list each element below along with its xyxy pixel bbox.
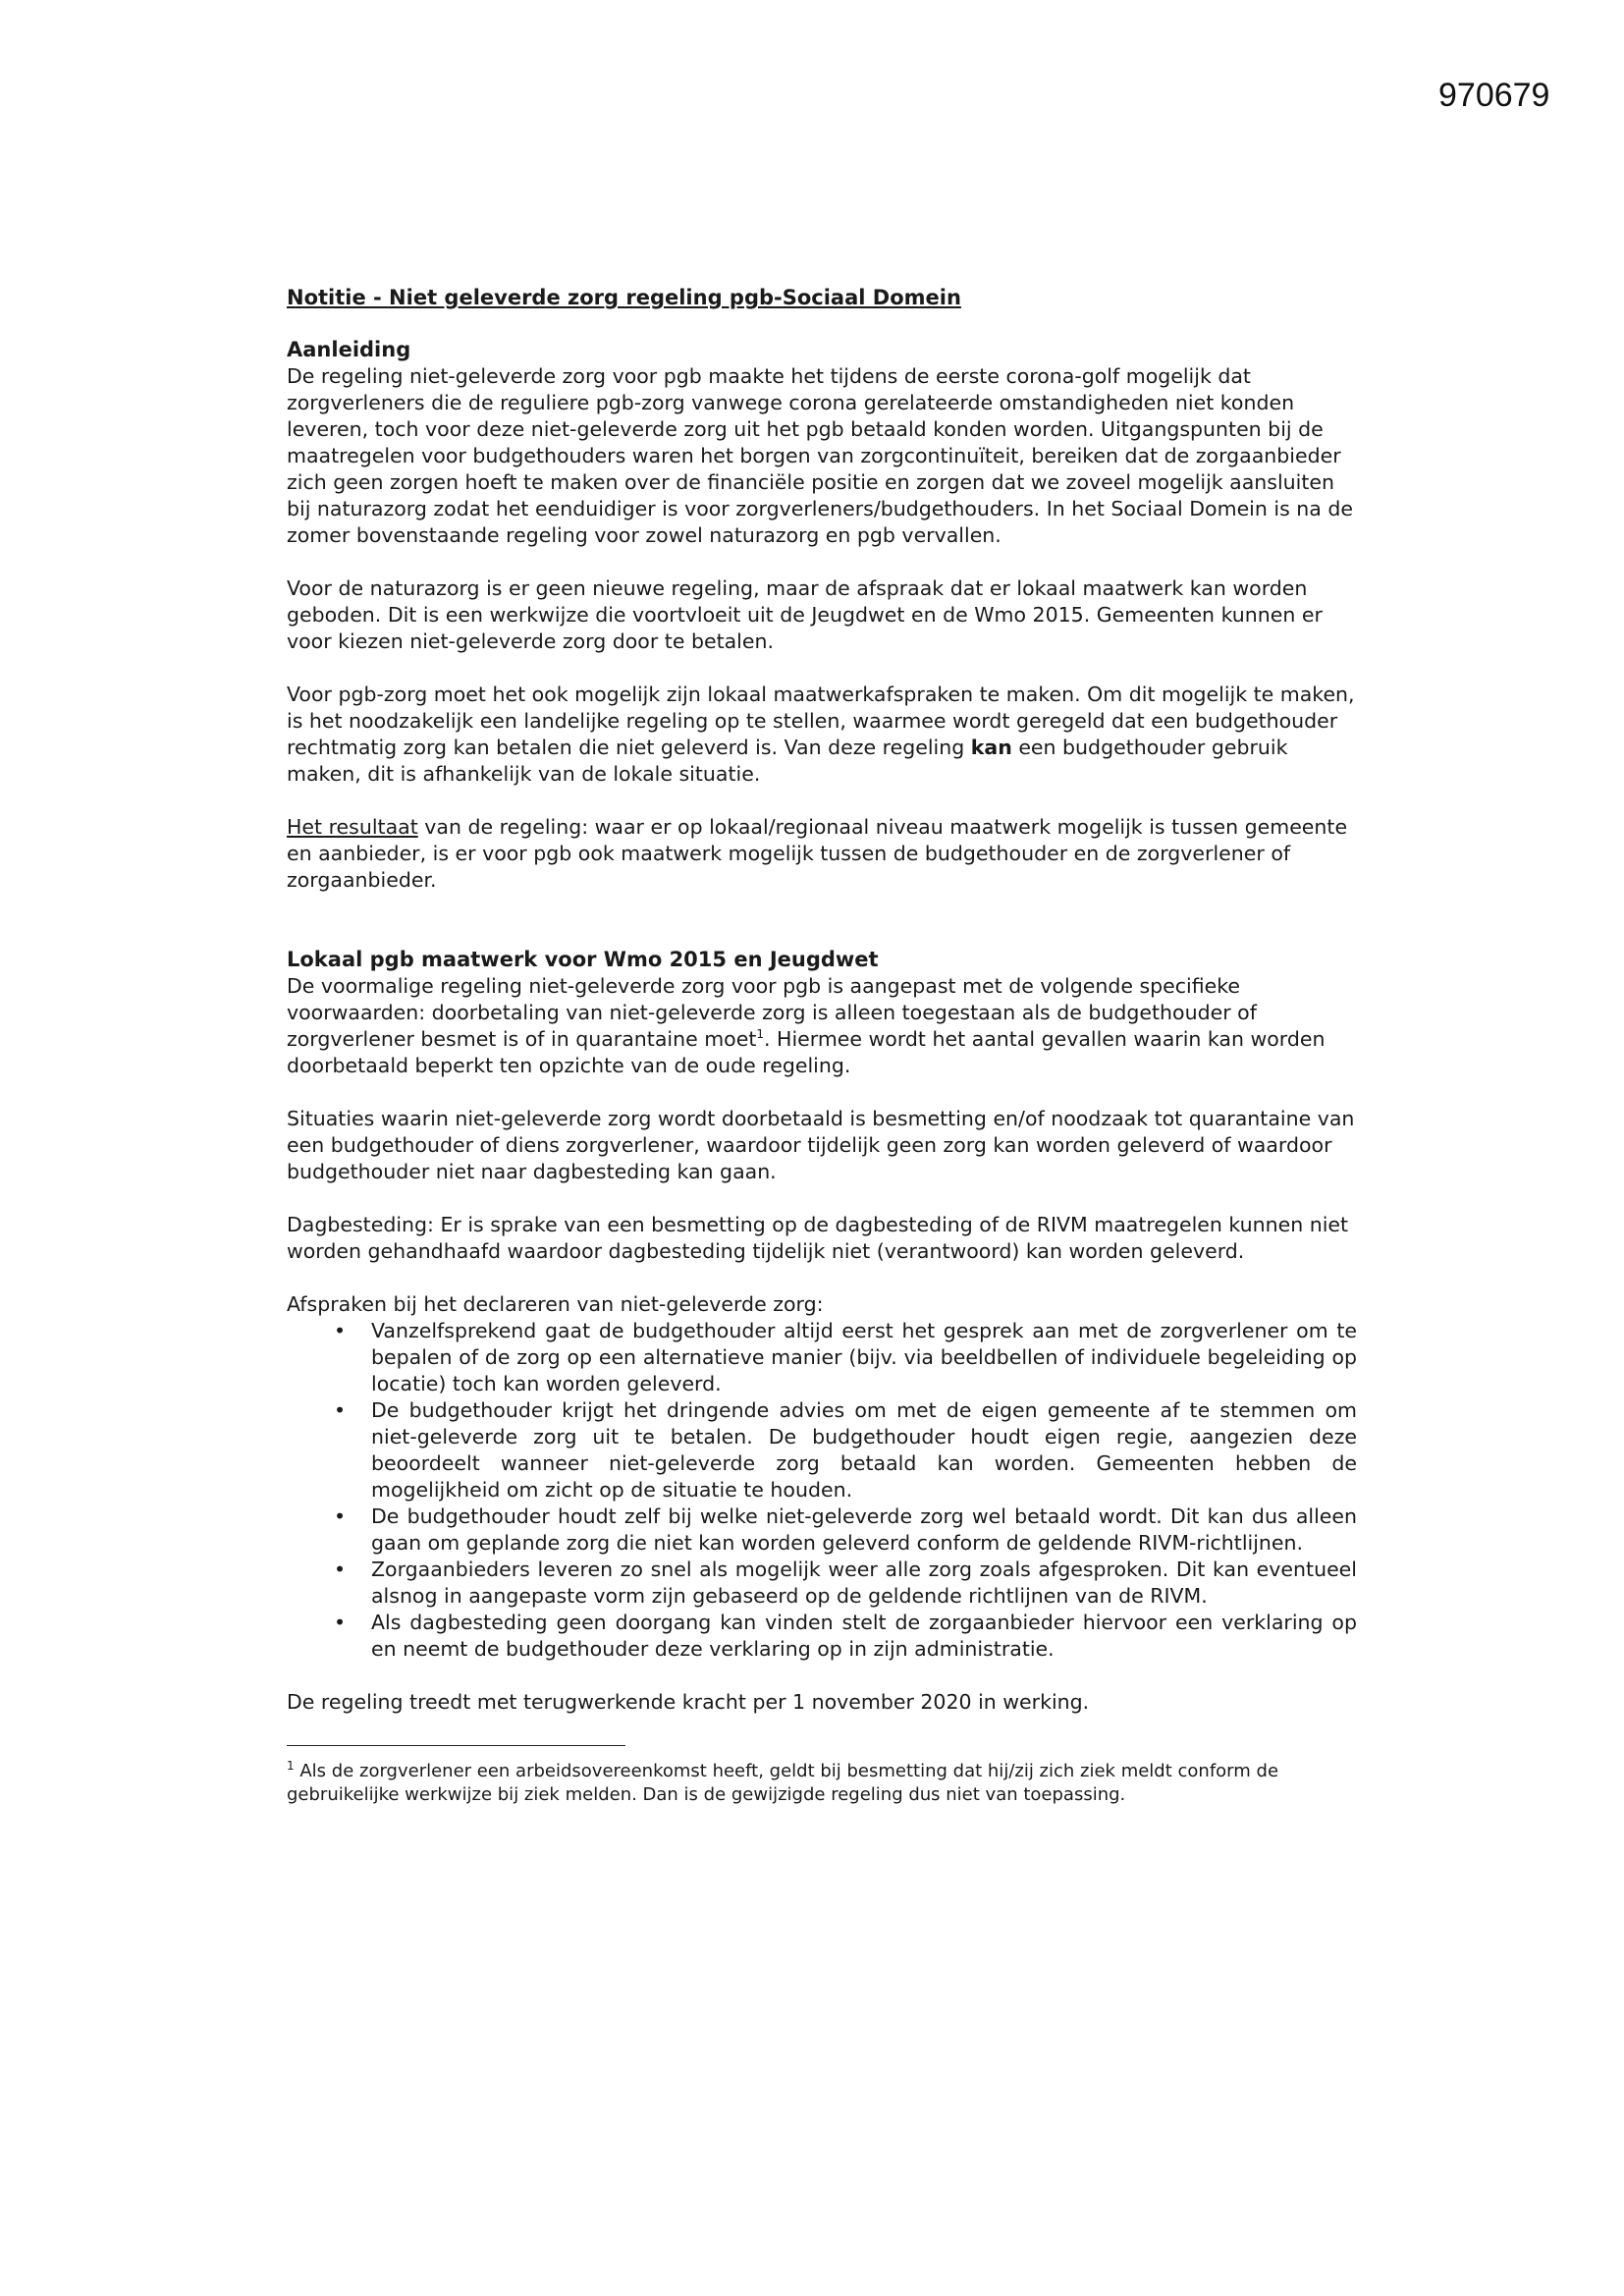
- list-intro: Afspraken bij het declareren van niet-geleverde zorg:: [287, 1292, 824, 1316]
- paragraph: Situaties waarin niet-geleverde zorg wordt doorbetaald is besmetting en/of noodzaak tot quarantaine van een budgethouder of diens zorgverlener, waardoor tijdelijk geen zorg kan worden geleverd of waardoor budgethouder niet naar dagbesteding kan gaan.: [287, 1107, 1355, 1183]
- text-run: Voor pgb-zorg moet het ook mogelijk zijn lokaal maatwerkafspraken te maken. Om dit mogelijk te maken, is het noodzakelijk een landelijke regeling op te stellen, waarmee wordt geregeld dat een budgethouder rechtmatig zorg kan betalen die niet geleverd is. Van deze regeling: [287, 683, 1355, 759]
- paragraph: [287, 814, 1357, 894]
- paragraph: [287, 973, 1357, 1079]
- list-item-text: De budgethouder houdt zelf bij welke niet-geleverde zorg wel betaald wordt. Dit kan dus alleen gaan om geplande zorg die niet kan worden geleverd conform de geldende RIVM-richtlijnen.: [371, 1504, 1357, 1555]
- text-run: De voormalige regeling niet-geleverde zorg voor pgb is aangepast met de volgende specifieke voorwaarden: doorbetaling van niet-geleverde zorg is alleen toegestaan als de budgethouder of zorgverlener besmet is of in quarantaine moet: [287, 974, 1257, 1051]
- bullet-icon: •: [334, 1611, 347, 1634]
- section-heading-lokaal-pgb-maatwerk: Lokaal pgb maatwerk voor Wmo 2015 en Jeugdwet: [287, 948, 879, 971]
- text-run: van de regeling: waar er op lokaal/regionaal niveau maatwerk mogelijk is tussen gemeente en aanbieder, is er voor pgb ook maatwerk mogelijk tussen de budgethouder en de zorgverlener of zorgaanbieder.: [287, 815, 1348, 892]
- text-run: een budgethouder gebruik maken, dit is afhankelijk van de lokale situatie.: [287, 736, 1288, 786]
- list-item-text: Als dagbesteding geen doorgang kan vinden stelt de zorgaanbieder hiervoor een verklaring op en neemt de budgethouder deze verklaring op in zijn administratie.: [371, 1611, 1357, 1661]
- document-body: [287, 285, 1357, 1807]
- list-item-text: Zorgaanbieders leveren zo snel als mogelijk weer alle zorg zoals afgesproken. Dit kan eventueel alsnog in aangepaste vorm zijn gebaseerd op de geldende richtlijnen van de RIVM.: [371, 1558, 1357, 1608]
- closing-paragraph: De regeling treedt met terugwerkende kracht per 1 november 2020 in werking.: [287, 1690, 1090, 1714]
- paragraph: De regeling niet-geleverde zorg voor pgb maakte het tijdens de eerste corona-golf mogelijk dat zorgverleners die de reguliere pgb-zorg vanwege corona gerelateerde omstandigheden niet konden leveren, toch voor deze niet-geleverde zorg uit het pgb betaald konden worden. Uitgangspunten bij de maatregelen voor budgethouders waren het borgen van zorgcontinuïteit, bereiken dat de zorgaanbieder zich geen zorgen hoeft te maken over de financiële positie en zorgen dat we zoveel mogelijk aansluiten bij naturazorg zodat het eenduidiger is voor zorgverleners/budgethouders. In het Sociaal Domein is na de zomer bovenstaande regeling voor zowel naturazorg en pgb vervallen.: [287, 364, 1353, 547]
- footnote-reference: 1: [756, 1027, 764, 1042]
- list-item: [287, 1397, 1357, 1503]
- bullet-icon: •: [334, 1319, 347, 1342]
- document-title: Notitie - Niet geleverde zorg regeling pgb-Sociaal Domein: [287, 286, 961, 309]
- paragraph: [287, 682, 1357, 788]
- bullet-icon: •: [334, 1398, 347, 1422]
- list-item-text: Vanzelfsprekend gaat de budgethouder altijd eerst het gesprek aan met de zorgverlener om te bepalen of de zorg op een alternatieve manier (bijv. via beeldbellen of individuele begeleiding op locatie) toch kan worden geleverd.: [371, 1319, 1357, 1395]
- footnote-text: Als de zorgverlener een arbeidsovereenkomst heeft, geldt bij besmetting dat hij/zij zich ziek meldt conform de gebruikelijke werkwijze bij ziek melden. Dan is de gewijzigde regeling dus niet van toepassing.: [287, 1761, 1279, 1805]
- section-heading-aanleiding: Aanleiding: [287, 338, 411, 361]
- list-item: [287, 1503, 1357, 1557]
- list-item: [287, 1318, 1357, 1397]
- underlined-text: Het resultaat: [287, 815, 418, 839]
- paragraph: Voor de naturazorg is er geen nieuwe regeling, maar de afspraak dat er lokaal maatwerk kan worden geboden. Dit is een werkwijze die voortvloeit uit de Jeugdwet en de Wmo 2015. Gemeenten kunnen er voor kiezen niet-geleverde zorg door te betalen.: [287, 576, 1323, 653]
- bullet-list: [287, 1318, 1357, 1663]
- list-item-text: De budgethouder krijgt het dringende advies om met de eigen gemeente af te stemmen om niet-geleverde zorg uit te betalen. De budgethouder houdt eigen regie, aangezien deze beoordeelt wanneer niet-geleverde zorg betaald kan worden. Gemeenten hebben de mogelijkheid om zicht op de situatie te houden.: [371, 1398, 1357, 1502]
- paragraph: Dagbesteding: Er is sprake van een besmetting op de dagbesteding of de RIVM maatregelen kunnen niet worden gehandhaafd waardoor dagbesteding tijdelijk niet (verantwoord) kan worden geleverd.: [287, 1213, 1349, 1263]
- list-item: [287, 1610, 1357, 1663]
- bold-text: kan: [970, 736, 1012, 759]
- list-item: [287, 1557, 1357, 1610]
- bullet-icon: •: [334, 1504, 347, 1528]
- footnote: [287, 1760, 1357, 1807]
- text-run: . Hiermee wordt het aantal gevallen waarin kan worden doorbetaald beperkt ten opzichte van de oude regeling.: [287, 1027, 1326, 1077]
- document-number: 970679: [1438, 77, 1550, 114]
- footnote-divider: [287, 1745, 625, 1746]
- bullet-icon: •: [334, 1558, 347, 1581]
- footnote-marker: 1: [287, 1759, 295, 1773]
